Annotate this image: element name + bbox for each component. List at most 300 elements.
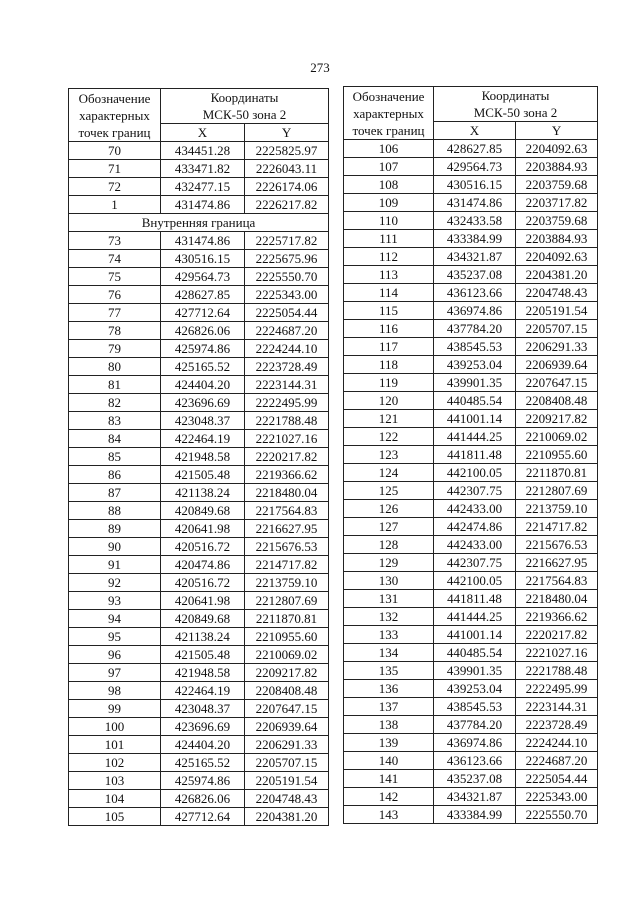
point-id-cell: 110	[344, 212, 434, 230]
y-cell: 2221788.48	[516, 662, 598, 680]
point-id-cell: 130	[344, 572, 434, 590]
point-id-cell: 108	[344, 176, 434, 194]
x-cell: 434451.28	[161, 142, 245, 160]
point-id-cell: 143	[344, 806, 434, 824]
y-cell: 2207647.15	[245, 700, 329, 718]
y-header: Y	[245, 124, 329, 142]
table-row	[69, 772, 329, 790]
y-cell: 2222495.99	[516, 680, 598, 698]
y-cell: 2225717.82	[245, 232, 329, 250]
point-id-cell: 137	[344, 698, 434, 716]
point-id-cell: 135	[344, 662, 434, 680]
table-row	[69, 682, 329, 700]
x-cell: 439901.35	[434, 662, 516, 680]
x-cell: 427712.64	[161, 304, 245, 322]
x-cell: 437784.20	[434, 320, 516, 338]
designation-header	[69, 89, 161, 142]
coords-header-line: Координаты	[210, 90, 279, 105]
y-cell: 2203759.68	[516, 176, 598, 194]
table-row	[69, 790, 329, 808]
table-row	[69, 250, 329, 268]
right-rows	[344, 140, 598, 824]
y-cell: 2206939.64	[245, 718, 329, 736]
table-row	[69, 142, 329, 160]
table-row	[344, 716, 598, 734]
table-row	[344, 752, 598, 770]
x-cell: 420474.86	[161, 556, 245, 574]
designation-header-line: характерных	[353, 105, 424, 121]
x-cell: 435237.08	[434, 266, 516, 284]
table-row	[69, 592, 329, 610]
point-id-cell: 129	[344, 554, 434, 572]
left-rows-after	[69, 232, 329, 826]
point-id-cell: 78	[69, 322, 161, 340]
table-row	[69, 448, 329, 466]
y-cell: 2224687.20	[245, 322, 329, 340]
y-cell: 2225343.00	[516, 788, 598, 806]
y-cell: 2204381.20	[516, 266, 598, 284]
y-cell: 2210069.02	[245, 646, 329, 664]
x-cell: 441444.25	[434, 428, 516, 446]
table-row	[344, 680, 598, 698]
table-row	[69, 628, 329, 646]
y-cell: 2223144.31	[516, 698, 598, 716]
x-cell: 423696.69	[161, 718, 245, 736]
section-label: Внутренняя граница	[69, 214, 329, 232]
table-row	[69, 574, 329, 592]
y-cell: 2221027.16	[516, 644, 598, 662]
point-id-cell: 76	[69, 286, 161, 304]
table-row	[69, 376, 329, 394]
x-cell: 431474.86	[161, 196, 245, 214]
y-cell: 2204092.63	[516, 140, 598, 158]
point-id-cell: 140	[344, 752, 434, 770]
x-cell: 433384.99	[434, 230, 516, 248]
table-row	[69, 502, 329, 520]
table-row	[69, 358, 329, 376]
x-cell: 420641.98	[161, 592, 245, 610]
table-row	[344, 392, 598, 410]
x-cell: 421138.24	[161, 484, 245, 502]
table-row	[69, 412, 329, 430]
y-cell: 2221788.48	[245, 412, 329, 430]
y-cell: 2224687.20	[516, 752, 598, 770]
point-id-cell: 106	[344, 140, 434, 158]
x-cell: 421505.48	[161, 466, 245, 484]
table-row	[344, 266, 598, 284]
x-cell: 420641.98	[161, 520, 245, 538]
point-id-cell: 111	[344, 230, 434, 248]
x-cell: 438545.53	[434, 698, 516, 716]
y-cell: 2209217.82	[516, 410, 598, 428]
y-cell: 2217564.83	[516, 572, 598, 590]
x-cell: 424404.20	[161, 376, 245, 394]
y-cell: 2215676.53	[245, 538, 329, 556]
y-cell: 2223728.49	[245, 358, 329, 376]
point-id-cell: 85	[69, 448, 161, 466]
point-id-cell: 138	[344, 716, 434, 734]
y-cell: 2213759.10	[245, 574, 329, 592]
y-cell: 2225054.44	[245, 304, 329, 322]
table-row	[69, 286, 329, 304]
x-cell: 427712.64	[161, 808, 245, 826]
x-cell: 426826.06	[161, 790, 245, 808]
x-cell: 442307.75	[434, 482, 516, 500]
x-cell: 432433.58	[434, 212, 516, 230]
point-id-cell: 93	[69, 592, 161, 610]
table-row	[69, 538, 329, 556]
table-row	[69, 520, 329, 538]
y-cell: 2226217.82	[245, 196, 329, 214]
y-cell: 2203759.68	[516, 212, 598, 230]
table-row	[344, 572, 598, 590]
point-id-cell: 119	[344, 374, 434, 392]
point-id-cell: 105	[69, 808, 161, 826]
designation-header-line: Обозначение	[352, 88, 425, 104]
table-row	[344, 284, 598, 302]
y-cell: 2205707.15	[245, 754, 329, 772]
table-row	[344, 374, 598, 392]
table-row	[69, 664, 329, 682]
x-cell: 421948.58	[161, 664, 245, 682]
point-id-cell: 125	[344, 482, 434, 500]
x-cell: 429564.73	[434, 158, 516, 176]
y-cell: 2211870.81	[245, 610, 329, 628]
table-row	[344, 482, 598, 500]
y-cell: 2203884.93	[516, 230, 598, 248]
x-cell: 423048.37	[161, 700, 245, 718]
table-row	[344, 446, 598, 464]
y-cell: 2214717.82	[245, 556, 329, 574]
point-id-cell: 95	[69, 628, 161, 646]
point-id-cell: 75	[69, 268, 161, 286]
table-row	[69, 160, 329, 178]
x-cell: 421505.48	[161, 646, 245, 664]
table-row	[344, 644, 598, 662]
y-cell: 2224244.10	[245, 340, 329, 358]
table-row	[344, 554, 598, 572]
point-id-cell: 97	[69, 664, 161, 682]
point-id-cell: 98	[69, 682, 161, 700]
x-cell: 442433.00	[434, 500, 516, 518]
y-cell: 2220217.82	[516, 626, 598, 644]
table-row	[344, 158, 598, 176]
point-id-cell: 132	[344, 608, 434, 626]
table-row	[69, 196, 329, 214]
x-cell: 423048.37	[161, 412, 245, 430]
y-cell: 2203717.82	[516, 194, 598, 212]
point-id-cell: 100	[69, 718, 161, 736]
point-id-cell: 134	[344, 644, 434, 662]
x-cell: 441444.25	[434, 608, 516, 626]
y-cell: 2204748.43	[245, 790, 329, 808]
table-row	[69, 268, 329, 286]
x-cell: 425974.86	[161, 772, 245, 790]
y-cell: 2219366.62	[516, 608, 598, 626]
table-row	[69, 178, 329, 196]
point-id-cell: 77	[69, 304, 161, 322]
table-row	[69, 808, 329, 826]
x-cell: 429564.73	[161, 268, 245, 286]
x-cell: 439253.04	[434, 356, 516, 374]
y-cell: 2204381.20	[245, 808, 329, 826]
designation-header-line: точек границ	[78, 124, 151, 140]
table-row	[69, 610, 329, 628]
y-cell: 2218480.04	[245, 484, 329, 502]
coords-zone-header: МСК-50 зона 2	[434, 104, 598, 122]
x-header: X	[161, 124, 245, 142]
point-id-cell: 109	[344, 194, 434, 212]
x-cell: 420516.72	[161, 538, 245, 556]
y-cell: 2206939.64	[516, 356, 598, 374]
table-row	[344, 698, 598, 716]
x-cell: 420516.72	[161, 574, 245, 592]
table-row	[344, 590, 598, 608]
point-id-cell: 87	[69, 484, 161, 502]
table-row	[69, 754, 329, 772]
left-rows-before	[69, 142, 329, 214]
x-cell: 438545.53	[434, 338, 516, 356]
y-cell: 2225675.96	[245, 250, 329, 268]
table-row	[344, 212, 598, 230]
y-cell: 2210955.60	[516, 446, 598, 464]
x-cell: 432477.15	[161, 178, 245, 196]
point-id-cell: 83	[69, 412, 161, 430]
x-cell: 431474.86	[161, 232, 245, 250]
x-cell: 441811.48	[434, 446, 516, 464]
point-id-cell: 82	[69, 394, 161, 412]
x-cell: 442100.05	[434, 572, 516, 590]
point-id-cell: 142	[344, 788, 434, 806]
point-id-cell: 115	[344, 302, 434, 320]
coordinates-table-left	[68, 88, 329, 826]
table-row	[69, 646, 329, 664]
section-divider	[69, 214, 329, 232]
point-id-cell: 139	[344, 734, 434, 752]
page-number: 273	[310, 60, 330, 75]
x-cell: 441811.48	[434, 590, 516, 608]
point-id-cell: 74	[69, 250, 161, 268]
x-cell: 434321.87	[434, 788, 516, 806]
coordinates-table-right	[343, 86, 598, 824]
y-cell: 2215676.53	[516, 536, 598, 554]
point-id-cell: 117	[344, 338, 434, 356]
table-row	[69, 394, 329, 412]
coords-header	[161, 89, 329, 107]
x-cell: 425165.52	[161, 754, 245, 772]
table-row	[69, 700, 329, 718]
x-cell: 440485.54	[434, 644, 516, 662]
point-id-cell: 70	[69, 142, 161, 160]
table-row	[69, 232, 329, 250]
y-cell: 2204092.63	[516, 248, 598, 266]
point-id-cell: 79	[69, 340, 161, 358]
x-cell: 436123.66	[434, 284, 516, 302]
y-cell: 2217564.83	[245, 502, 329, 520]
point-id-cell: 141	[344, 770, 434, 788]
y-cell: 2225343.00	[245, 286, 329, 304]
table-row	[344, 320, 598, 338]
y-cell: 2219366.62	[245, 466, 329, 484]
y-cell: 2220217.82	[245, 448, 329, 466]
point-id-cell: 123	[344, 446, 434, 464]
designation-header-line: характерных	[79, 107, 150, 123]
x-cell: 421138.24	[161, 628, 245, 646]
x-cell: 440485.54	[434, 392, 516, 410]
table-row	[69, 322, 329, 340]
table-row	[69, 304, 329, 322]
x-cell: 442474.86	[434, 518, 516, 536]
x-cell: 442433.00	[434, 536, 516, 554]
point-id-cell: 73	[69, 232, 161, 250]
point-id-cell: 88	[69, 502, 161, 520]
y-cell: 2208408.48	[245, 682, 329, 700]
point-id-cell: 133	[344, 626, 434, 644]
y-cell: 2212807.69	[516, 482, 598, 500]
x-cell: 436974.86	[434, 734, 516, 752]
table-row	[344, 428, 598, 446]
x-cell: 439253.04	[434, 680, 516, 698]
point-id-cell: 128	[344, 536, 434, 554]
y-cell: 2216627.95	[245, 520, 329, 538]
point-id-cell: 96	[69, 646, 161, 664]
x-cell: 433384.99	[434, 806, 516, 824]
table-row	[344, 464, 598, 482]
x-cell: 425974.86	[161, 340, 245, 358]
y-cell: 2225054.44	[516, 770, 598, 788]
y-cell: 2225550.70	[245, 268, 329, 286]
point-id-cell: 94	[69, 610, 161, 628]
y-cell: 2224244.10	[516, 734, 598, 752]
x-cell: 428627.85	[434, 140, 516, 158]
y-cell: 2205191.54	[245, 772, 329, 790]
point-id-cell: 81	[69, 376, 161, 394]
table-row	[344, 248, 598, 266]
y-cell: 2218480.04	[516, 590, 598, 608]
x-cell: 441001.14	[434, 410, 516, 428]
table-row	[344, 518, 598, 536]
y-header: Y	[516, 122, 598, 140]
y-cell: 2204748.43	[516, 284, 598, 302]
x-cell: 422464.19	[161, 430, 245, 448]
point-id-cell: 103	[69, 772, 161, 790]
x-cell: 442100.05	[434, 464, 516, 482]
point-id-cell: 104	[69, 790, 161, 808]
point-id-cell: 121	[344, 410, 434, 428]
x-cell: 424404.20	[161, 736, 245, 754]
point-id-cell: 136	[344, 680, 434, 698]
point-id-cell: 126	[344, 500, 434, 518]
point-id-cell: 80	[69, 358, 161, 376]
point-id-cell: 99	[69, 700, 161, 718]
table-row	[344, 770, 598, 788]
x-cell: 437784.20	[434, 716, 516, 734]
coords-zone-header: МСК-50 зона 2	[161, 106, 329, 124]
y-cell: 2210069.02	[516, 428, 598, 446]
x-cell: 423696.69	[161, 394, 245, 412]
coords-header	[434, 87, 598, 105]
y-cell: 2212807.69	[245, 592, 329, 610]
table-row	[344, 230, 598, 248]
x-cell: 433471.82	[161, 160, 245, 178]
x-cell: 439901.35	[434, 374, 516, 392]
designation-header-line: точек границ	[352, 122, 425, 138]
table-row	[344, 302, 598, 320]
point-id-cell: 114	[344, 284, 434, 302]
y-cell: 2226174.06	[245, 178, 329, 196]
table-row	[344, 410, 598, 428]
designation-header-line: Обозначение	[78, 90, 151, 106]
point-id-cell: 124	[344, 464, 434, 482]
x-cell: 425165.52	[161, 358, 245, 376]
point-id-cell: 118	[344, 356, 434, 374]
point-id-cell: 92	[69, 574, 161, 592]
table-row	[344, 734, 598, 752]
x-cell: 430516.15	[434, 176, 516, 194]
y-cell: 2225550.70	[516, 806, 598, 824]
table-row	[344, 140, 598, 158]
table-row	[344, 338, 598, 356]
table-row	[344, 536, 598, 554]
table-row	[344, 626, 598, 644]
point-id-cell: 72	[69, 178, 161, 196]
point-id-cell: 113	[344, 266, 434, 284]
x-cell: 436974.86	[434, 302, 516, 320]
point-id-cell: 122	[344, 428, 434, 446]
y-cell: 2208408.48	[516, 392, 598, 410]
table-row	[69, 340, 329, 358]
table-row	[69, 466, 329, 484]
coords-header-line: Координаты	[481, 88, 550, 103]
x-cell: 421948.58	[161, 448, 245, 466]
y-cell: 2205191.54	[516, 302, 598, 320]
point-id-cell: 101	[69, 736, 161, 754]
y-cell: 2211870.81	[516, 464, 598, 482]
y-cell: 2214717.82	[516, 518, 598, 536]
table-row	[344, 806, 598, 824]
x-cell: 434321.87	[434, 248, 516, 266]
point-id-cell: 116	[344, 320, 434, 338]
point-id-cell: 89	[69, 520, 161, 538]
point-id-cell: 91	[69, 556, 161, 574]
x-cell: 441001.14	[434, 626, 516, 644]
point-id-cell: 102	[69, 754, 161, 772]
x-cell: 430516.15	[161, 250, 245, 268]
x-cell: 442307.75	[434, 554, 516, 572]
table-row	[344, 356, 598, 374]
table-row	[344, 194, 598, 212]
table-row	[69, 430, 329, 448]
point-id-cell: 1	[69, 196, 161, 214]
table-row	[69, 718, 329, 736]
x-cell: 436123.66	[434, 752, 516, 770]
table-row	[344, 500, 598, 518]
point-id-cell: 84	[69, 430, 161, 448]
x-header: X	[434, 122, 516, 140]
y-cell: 2206291.33	[516, 338, 598, 356]
x-cell: 420849.68	[161, 502, 245, 520]
y-cell: 2223728.49	[516, 716, 598, 734]
table-row	[69, 736, 329, 754]
table-row	[69, 556, 329, 574]
x-cell: 422464.19	[161, 682, 245, 700]
x-cell: 431474.86	[434, 194, 516, 212]
x-cell: 420849.68	[161, 610, 245, 628]
designation-header	[344, 87, 434, 140]
x-cell: 428627.85	[161, 286, 245, 304]
y-cell: 2223144.31	[245, 376, 329, 394]
y-cell: 2216627.95	[516, 554, 598, 572]
